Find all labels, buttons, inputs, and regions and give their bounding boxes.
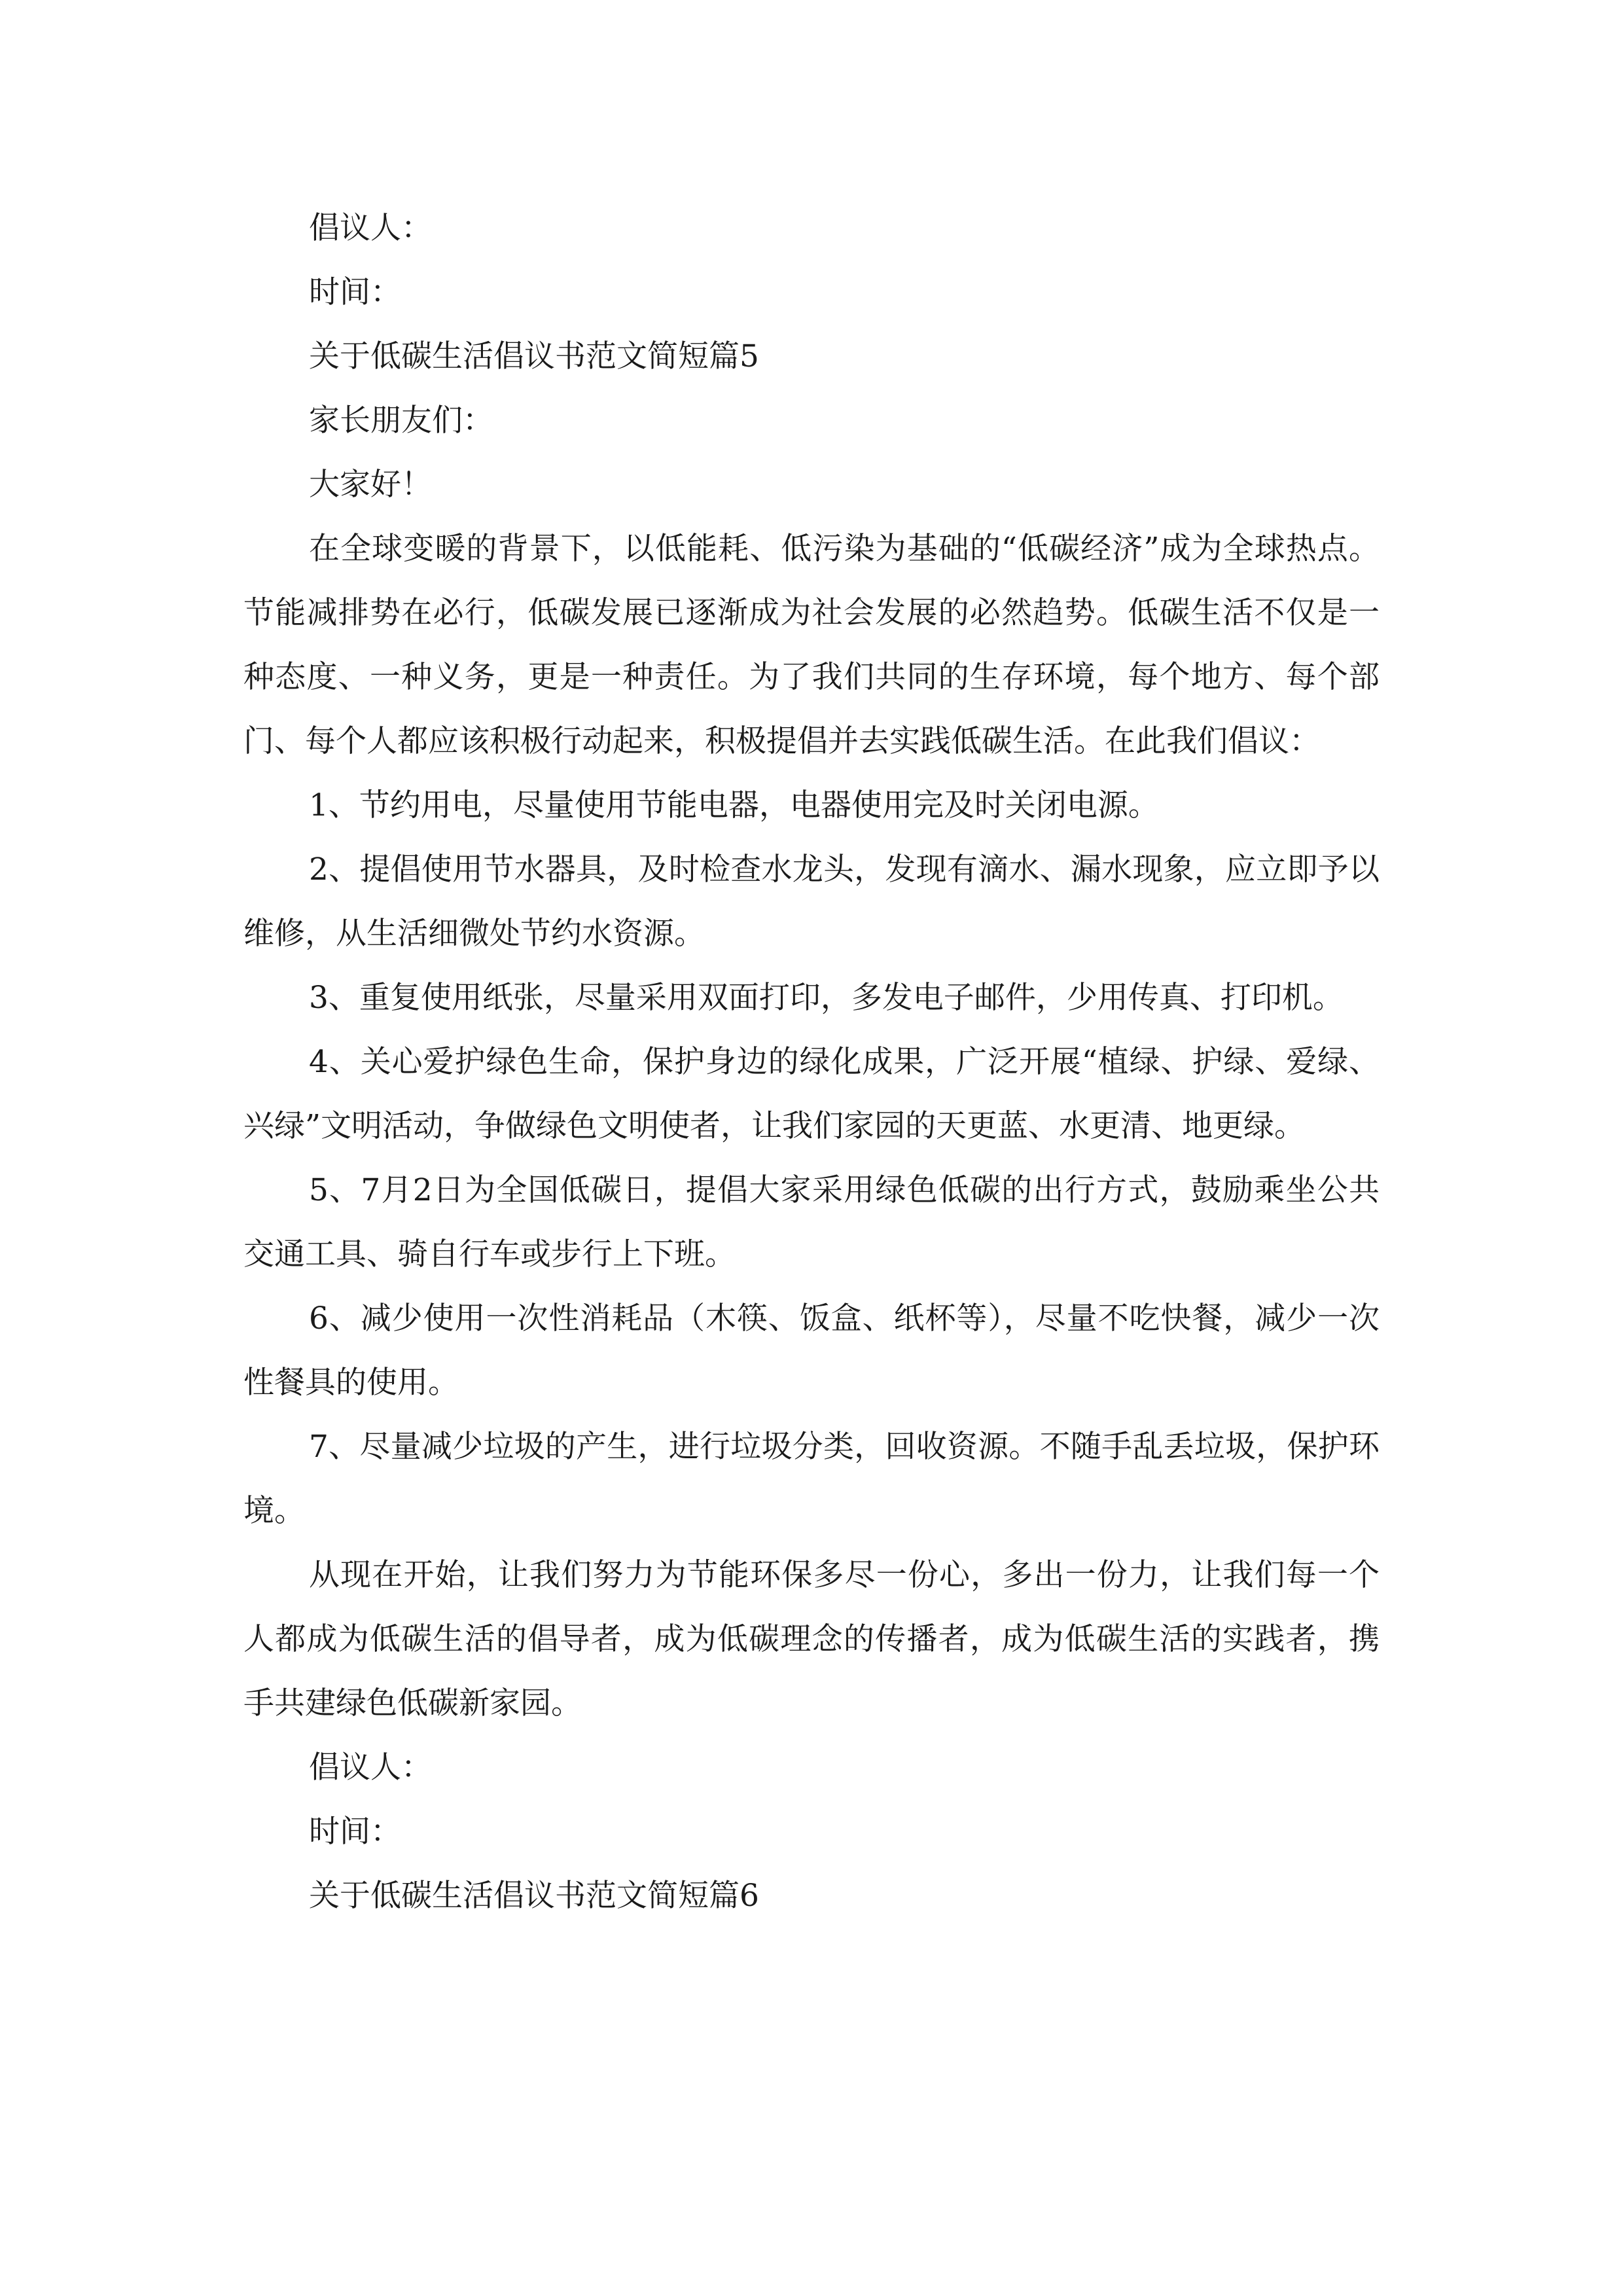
- proposer-label: 倡议人：: [309, 210, 432, 246]
- proposal-item-6: 6、减少使用一次性消耗品（木筷、饭盒、纸杯等），尽量不吃快餐，减少一次性餐具的使用。: [243, 1300, 1380, 1401]
- proposal-item-2: 2、提倡使用节水器具，及时检查水龙头，发现有滴水、漏水现象，应立即予以维修，从生活细微处节约水资源。: [243, 852, 1380, 952]
- article-title-6: 关于低碳生活倡议书范文简短篇6: [309, 1878, 759, 1914]
- closing-paragraph: 从现在开始，让我们努力为节能环保多尽一份心，多出一份力，让我们每一个人都成为低碳生活的倡导者，成为低碳理念的传播者，成为低碳生活的实践者，携手共建绿色低碳新家园。: [243, 1557, 1380, 1721]
- proposal-item-5: 5、7月2日为全国低碳日，提倡大家采用绿色低碳的出行方式，鼓励乘坐公共交通工具、骑自行车或步行上下班。: [243, 1172, 1380, 1272]
- proposal-item-7: 7、尽量减少垃圾的产生，进行垃圾分类，回收资源。不随手乱丢垃圾，保护环境。: [243, 1429, 1380, 1529]
- proposer-label-2: 倡议人：: [309, 1749, 432, 1785]
- salutation: 家长朋友们：: [309, 403, 493, 439]
- time-label-2: 时间：: [309, 1814, 401, 1850]
- intro-paragraph: 在全球变暖的背景下，以低能耗、低污染为基础的“低碳经济”成为全球热点。节能减排势在必行，低碳发展已逐渐成为社会发展的必然趋势。低碳生活不仅是一种态度、一种义务，更是一种责任。为了我们共同的生存环境，每个地方、每个部门、每个人都应该积极行动起来，积极提倡并去实践低碳生活。在此我们倡议：: [243, 531, 1380, 759]
- document-body: [243, 196, 1380, 1928]
- time-label: 时间：: [309, 274, 401, 310]
- article-title-5: 关于低碳生活倡议书范文简短篇5: [309, 338, 759, 374]
- greeting: 大家好！: [309, 467, 432, 503]
- proposal-item-4: 4、关心爱护绿色生命，保护身边的绿化成果，广泛开展“植绿、护绿、爱绿、兴绿”文明活动，争做绿色文明使者，让我们家园的天更蓝、水更清、地更绿。: [243, 1044, 1380, 1144]
- proposal-item-3: 3、重复使用纸张，尽量采用双面打印，多发电子邮件，少用传真、打印机。: [309, 980, 1344, 1016]
- proposal-item-1: 1、节约用电，尽量使用节能电器，电器使用完及时关闭电源。: [309, 787, 1159, 823]
